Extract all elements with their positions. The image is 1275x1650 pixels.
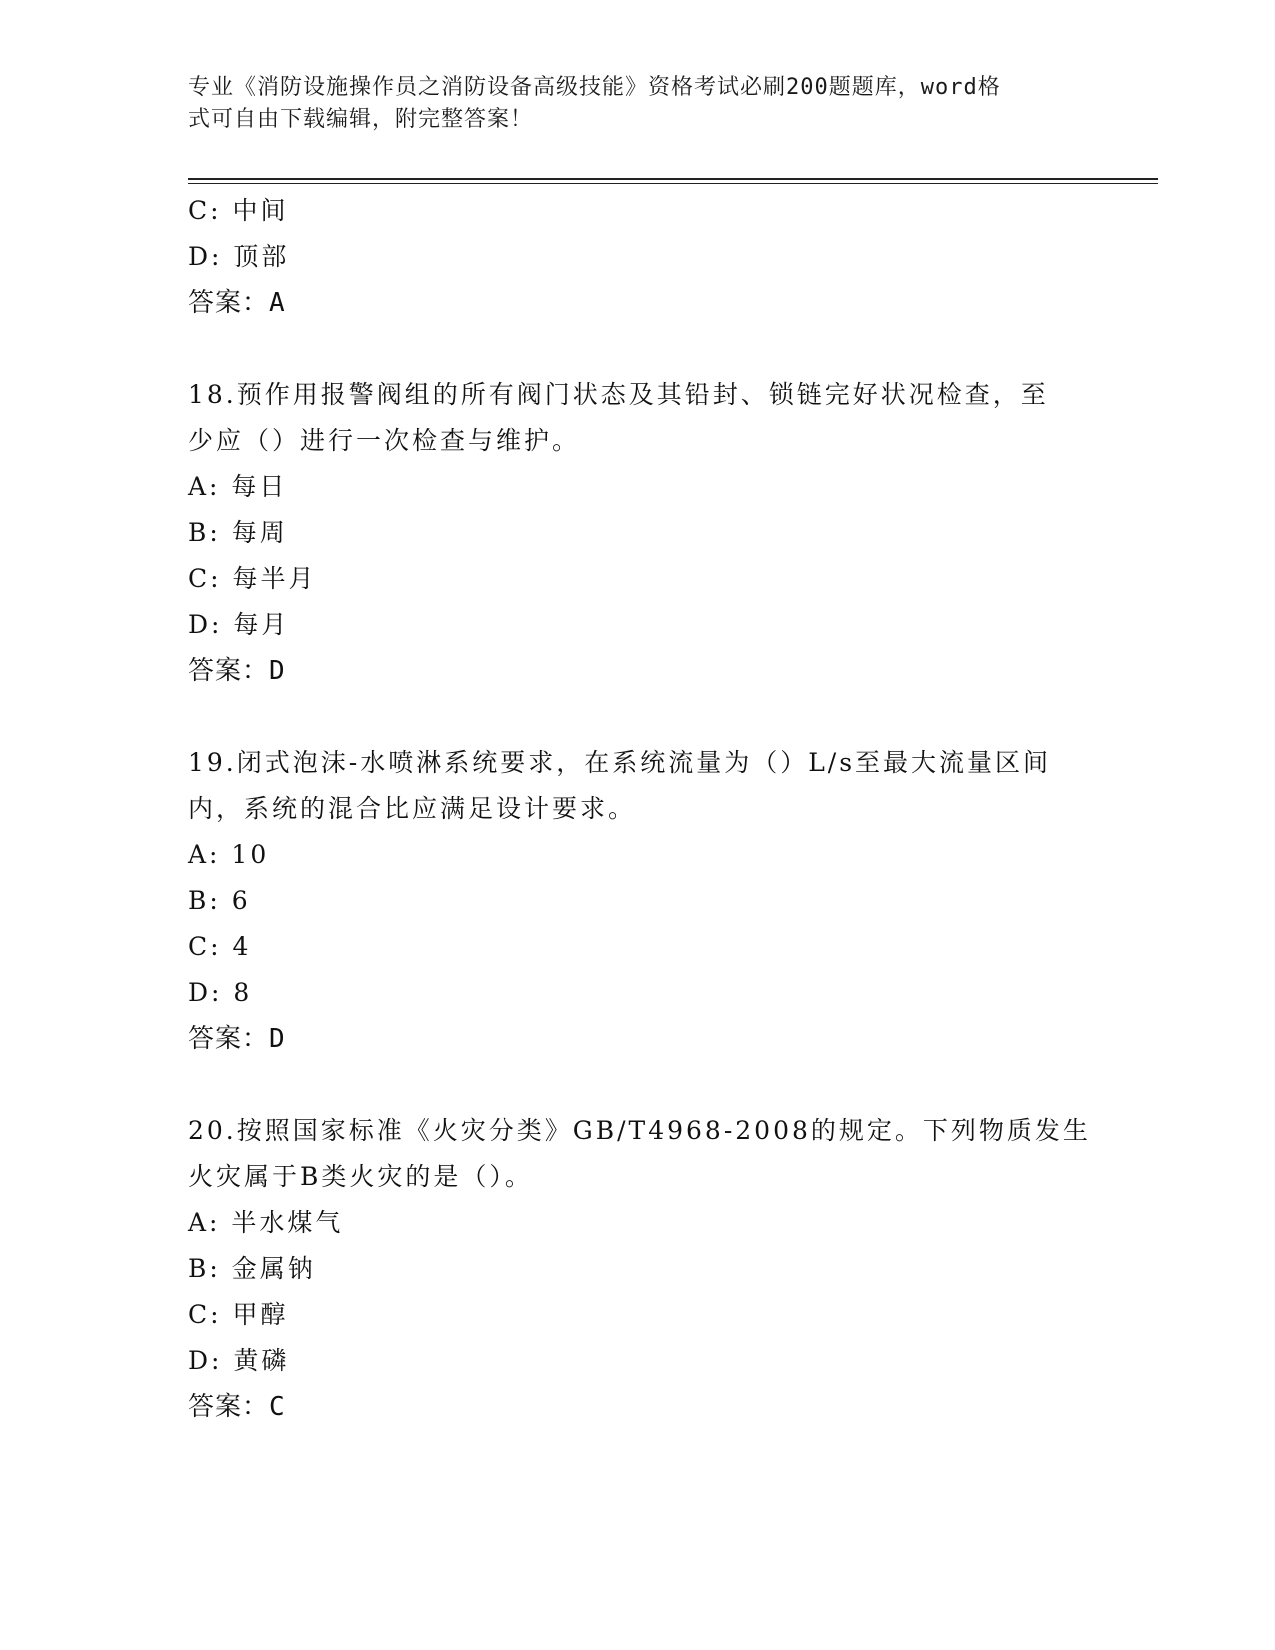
previous-question-tail	[188, 188, 1088, 326]
header-divider-thin	[188, 183, 1158, 184]
answer-line: 答案：A	[188, 288, 286, 318]
option-c: C: 甲醇	[188, 1300, 289, 1329]
question-list	[188, 188, 1091, 1430]
option-a: A: 每日	[188, 472, 288, 501]
question-text-line: 火灾属于B类火灾的是（）。	[188, 1162, 533, 1191]
question-text-line: 20.按照国家标准《火灾分类》GB/T4968-2008的规定。下列物质发生	[188, 1116, 1091, 1145]
option-d: D: 每月	[188, 610, 290, 639]
answer-line: 答案：D	[188, 1024, 286, 1054]
option-d: D: 黄磷	[188, 1346, 290, 1375]
option-b: B: 6	[188, 886, 251, 915]
option-c: C: 4	[188, 932, 252, 961]
question-text-line: 少应（）进行一次检查与维护。	[188, 426, 581, 455]
option-c: C: 中间	[188, 196, 289, 225]
question-20	[188, 1108, 1091, 1430]
option-a: A: 10	[188, 840, 270, 869]
header-divider-thick	[188, 178, 1158, 180]
question-19	[188, 740, 1088, 1062]
question-18	[188, 372, 1088, 694]
option-d: D: 8	[188, 978, 253, 1007]
option-b: B: 金属钠	[188, 1254, 316, 1283]
header-line-2: 式可自由下载编辑，附完整答案！	[188, 107, 534, 132]
question-text-line: 19.闭式泡沫-水喷淋系统要求，在系统流量为（）L/s至最大流量区间	[188, 748, 1052, 777]
header-line-1: 专业《消防设施操作员之消防设备高级技能》资格考试必刷200题题库，word格	[188, 75, 1001, 100]
answer-line: 答案：C	[188, 1392, 286, 1422]
answer-line: 答案：D	[188, 656, 286, 686]
option-b: B: 每周	[188, 518, 288, 547]
option-a: A: 半水煤气	[188, 1208, 344, 1237]
question-text-line: 18.预作用报警阀组的所有阀门状态及其铅封、锁链完好状况检查，至	[188, 380, 1049, 409]
option-c: C: 每半月	[188, 564, 317, 593]
question-text-line: 内，系统的混合比应满足设计要求。	[188, 794, 637, 823]
option-d: D: 顶部	[188, 242, 290, 271]
document-header	[188, 72, 1088, 136]
